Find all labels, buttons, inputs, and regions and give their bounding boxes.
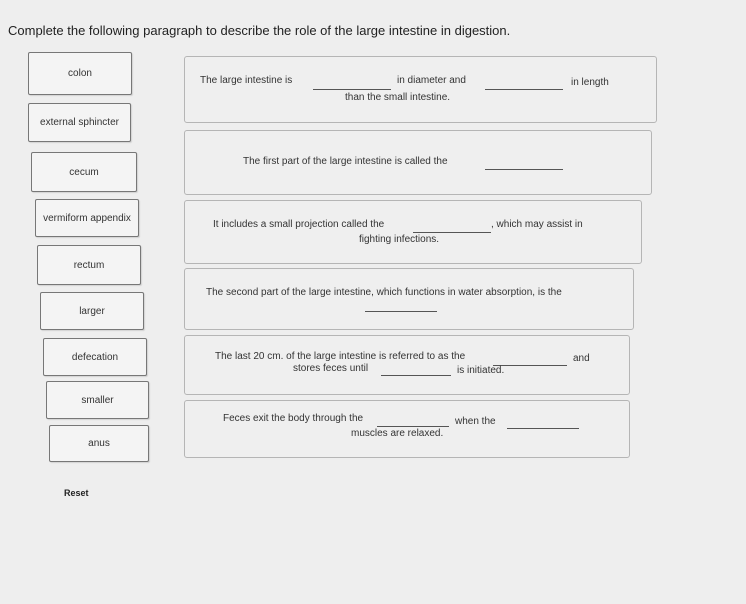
sentence-3-text-b: , which may assist in [491, 219, 583, 230]
blank-5b[interactable] [381, 375, 451, 376]
sentence-5-text-a: The last 20 cm. of the large intestine is referred to as the [215, 351, 466, 362]
blank-1a[interactable] [313, 89, 391, 90]
word-tile-anus[interactable]: anus [49, 425, 149, 462]
reset-button[interactable]: Reset [64, 488, 89, 498]
word-tile-colon[interactable]: colon [28, 52, 132, 95]
sentence-3-text-c: fighting infections. [359, 234, 440, 245]
sentence-panel-1 [184, 56, 657, 123]
word-tile-larger[interactable]: larger [40, 292, 144, 330]
blank-2[interactable] [485, 169, 563, 170]
sentence-panel-5 [184, 335, 630, 395]
sentence-1-text-c: in length [571, 77, 609, 88]
sentence-1-text-d: than the small intestine. [345, 92, 451, 103]
sentence-6-text-a: Feces exit the body through the [223, 413, 364, 424]
sentence-6-text-b: when the [455, 416, 496, 427]
sentence-2-text-a: The first part of the large intestine is called the [243, 156, 448, 167]
word-tile-vermiform-appendix[interactable]: vermiform appendix [35, 199, 139, 237]
sentence-5-text-d: is initiated. [457, 365, 505, 376]
sentence-6-text-c: muscles are relaxed. [351, 428, 444, 439]
sentence-3-text-a: It includes a small projection called the [213, 219, 385, 230]
word-tile-smaller[interactable]: smaller [46, 381, 149, 419]
blank-4[interactable] [365, 311, 437, 312]
word-tile-external-sphincter[interactable]: external sphincter [28, 103, 131, 142]
word-tile-defecation[interactable]: defecation [43, 338, 147, 376]
blank-1b[interactable] [485, 89, 563, 90]
word-tile-rectum[interactable]: rectum [37, 245, 141, 285]
sentence-1-text-a: The large intestine is [200, 75, 293, 86]
blank-3[interactable] [413, 232, 491, 233]
sentence-panel-6 [184, 400, 630, 458]
sentence-1-text-b: in diameter and [397, 75, 466, 86]
blank-6a[interactable] [377, 426, 449, 427]
sentence-panel-3 [184, 200, 642, 264]
word-tile-cecum[interactable]: cecum [31, 152, 137, 192]
blank-6b[interactable] [507, 428, 579, 429]
sentence-panel-2 [184, 130, 652, 195]
instruction-text: Complete the following paragraph to describe the role of the large intestine in digestion. [8, 23, 511, 38]
sentence-5-text-c: stores feces until [293, 363, 369, 374]
sentence-4-text-a: The second part of the large intestine, which functions in water absorption, is the [206, 287, 562, 298]
sentence-panel-4 [184, 268, 634, 330]
sentence-5-text-b: and [573, 353, 590, 364]
